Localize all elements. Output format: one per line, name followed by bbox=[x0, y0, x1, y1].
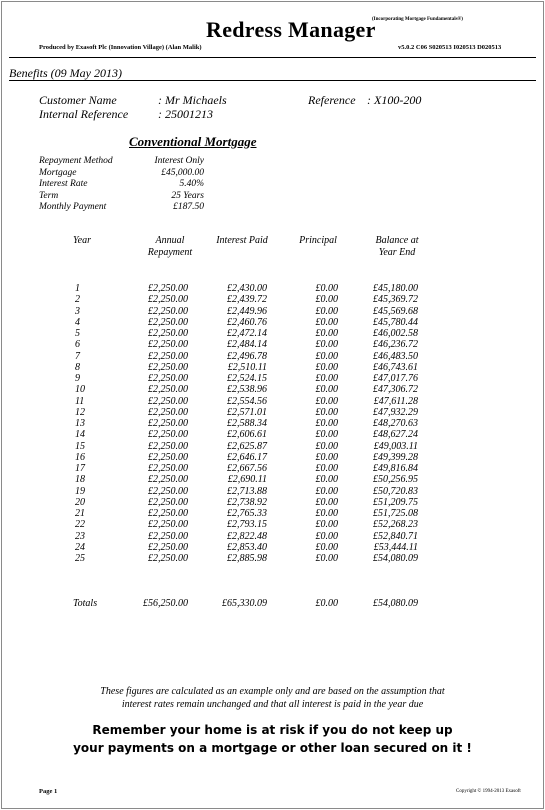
cell-balance: £52,268.23 bbox=[373, 519, 418, 531]
cell-interest-paid: £2,667.56 bbox=[227, 463, 267, 474]
cell-year: 11 bbox=[75, 395, 85, 407]
cell-principal: £0.00 bbox=[315, 361, 338, 373]
cell-year: 8 bbox=[75, 361, 80, 373]
cell-interest-paid: £2,690.11 bbox=[227, 474, 267, 486]
cell-year: 12 bbox=[75, 406, 85, 418]
cell-annual-repayment: £2,250.00 bbox=[148, 451, 188, 463]
col-header-year: Year bbox=[73, 235, 91, 246]
cell-annual-repayment: £2,250.00 bbox=[148, 373, 188, 384]
cell-year: 20 bbox=[75, 496, 85, 508]
cell-annual-repayment: £2,250.00 bbox=[148, 440, 188, 452]
cell-annual-repayment: £2,250.00 bbox=[148, 541, 188, 553]
cell-year: 7 bbox=[75, 350, 80, 362]
cell-balance: £46,002.58 bbox=[373, 328, 418, 339]
cell-year: 16 bbox=[75, 451, 85, 463]
section-divider bbox=[9, 80, 536, 81]
cell-annual-repayment: £2,250.00 bbox=[148, 553, 188, 564]
page-number: Page 1 bbox=[39, 788, 58, 795]
cell-principal: £0.00 bbox=[315, 541, 338, 553]
cell-principal: £0.00 bbox=[315, 530, 338, 542]
mortgage-detail-value: 5.40% bbox=[179, 179, 204, 189]
cell-principal: £0.00 bbox=[315, 485, 338, 497]
cell-interest-paid: £2,606.61 bbox=[227, 429, 267, 441]
cell-year: 13 bbox=[75, 418, 85, 429]
cell-principal: £0.00 bbox=[315, 305, 338, 317]
mortgage-detail-label: Interest Rate bbox=[39, 179, 88, 189]
cell-interest-paid: £2,713.88 bbox=[227, 485, 267, 497]
cell-annual-repayment: £2,250.00 bbox=[148, 316, 188, 328]
cell-balance: £45,369.72 bbox=[373, 294, 418, 306]
cell-balance: £51,725.08 bbox=[373, 508, 418, 519]
cell-annual-repayment: £2,250.00 bbox=[148, 496, 188, 508]
cell-year: 1 bbox=[75, 283, 80, 294]
totals-cell-annual-repayment: £56,250.00 bbox=[143, 598, 188, 609]
cell-balance: £46,236.72 bbox=[373, 339, 418, 351]
cell-principal: £0.00 bbox=[315, 328, 338, 339]
cell-principal: £0.00 bbox=[315, 496, 338, 508]
cell-balance: £47,932.29 bbox=[373, 406, 418, 418]
cell-annual-repayment: £2,250.00 bbox=[148, 283, 188, 294]
cell-year: 18 bbox=[75, 474, 85, 486]
cell-balance: £49,816.84 bbox=[373, 463, 418, 474]
cell-interest-paid: £2,460.76 bbox=[227, 316, 267, 328]
cell-balance: £47,017.76 bbox=[373, 373, 418, 384]
cell-principal: £0.00 bbox=[315, 283, 338, 294]
header-divider bbox=[9, 57, 536, 58]
cell-year: 15 bbox=[75, 440, 85, 452]
mortgage-detail-value: £187.50 bbox=[173, 202, 204, 212]
cell-principal: £0.00 bbox=[315, 350, 338, 362]
cell-interest-paid: £2,853.40 bbox=[227, 541, 267, 553]
cell-year: 17 bbox=[75, 463, 85, 474]
cell-interest-paid: £2,430.00 bbox=[227, 283, 267, 294]
mortgage-detail-label: Term bbox=[39, 190, 59, 201]
page-title: Redress Manager bbox=[206, 17, 376, 42]
cell-annual-repayment: £2,250.00 bbox=[148, 485, 188, 497]
cell-balance: £45,780.44 bbox=[373, 316, 418, 328]
cell-principal: £0.00 bbox=[315, 406, 338, 418]
cell-annual-repayment: £2,250.00 bbox=[148, 305, 188, 317]
cell-interest-paid: £2,765.33 bbox=[227, 508, 267, 519]
totals-cell-interest-paid: £65,330.09 bbox=[222, 598, 267, 609]
internal-reference-label: Internal Reference bbox=[39, 107, 129, 121]
cell-principal: £0.00 bbox=[315, 384, 338, 396]
cell-annual-repayment: £2,250.00 bbox=[148, 474, 188, 486]
cell-year: 4 bbox=[75, 316, 80, 328]
cell-year: 10 bbox=[75, 384, 85, 396]
cell-interest-paid: £2,571.01 bbox=[227, 406, 267, 418]
cell-interest-paid: £2,496.78 bbox=[227, 350, 267, 362]
cell-year: 3 bbox=[75, 305, 80, 317]
mortgage-detail-label: Repayment Method bbox=[39, 156, 113, 166]
cell-balance: £46,483.50 bbox=[373, 350, 418, 362]
warning-line-1: Remember your home is at risk if you do not keep up bbox=[92, 723, 453, 737]
copyright-text: Copyright © 1994-2013 Exasoft bbox=[456, 789, 521, 794]
cell-interest-paid: £2,538.96 bbox=[227, 384, 267, 396]
cell-annual-repayment: £2,250.00 bbox=[148, 519, 188, 531]
cell-annual-repayment: £2,250.00 bbox=[148, 463, 188, 474]
cell-year: 14 bbox=[75, 429, 85, 441]
cell-balance: £46,743.61 bbox=[373, 361, 418, 373]
cell-principal: £0.00 bbox=[315, 451, 338, 463]
cell-annual-repayment: £2,250.00 bbox=[148, 395, 188, 407]
cell-principal: £0.00 bbox=[315, 474, 338, 486]
totals-cell-balance: £54,080.09 bbox=[373, 598, 418, 609]
cell-balance: £50,256.95 bbox=[373, 474, 418, 486]
cell-balance: £49,399.28 bbox=[373, 451, 418, 463]
cell-annual-repayment: £2,250.00 bbox=[148, 328, 188, 339]
cell-principal: £0.00 bbox=[315, 553, 338, 564]
cell-interest-paid: £2,524.15 bbox=[227, 373, 267, 384]
cell-interest-paid: £2,510.11 bbox=[227, 361, 267, 373]
cell-principal: £0.00 bbox=[315, 339, 338, 351]
cell-balance: £47,306.72 bbox=[373, 384, 418, 396]
note-line-1: These figures are calculated as an example only and are based on the assumption that bbox=[100, 686, 445, 697]
cell-principal: £0.00 bbox=[315, 418, 338, 429]
cell-balance: £45,569.68 bbox=[373, 305, 418, 317]
cell-balance: £48,270.63 bbox=[373, 418, 418, 429]
note-line-2: interest rates remain unchanged and that all interest is paid in the year due bbox=[121, 699, 424, 710]
cell-interest-paid: £2,885.98 bbox=[227, 553, 267, 564]
cell-annual-repayment: £2,250.00 bbox=[148, 350, 188, 362]
cell-annual-repayment: £2,250.00 bbox=[148, 530, 188, 542]
mortgage-detail-value: 25 Years bbox=[171, 190, 204, 201]
cell-balance: £50,720.83 bbox=[373, 485, 418, 497]
cell-balance: £49,003.11 bbox=[373, 440, 418, 452]
cell-principal: £0.00 bbox=[315, 463, 338, 474]
cell-annual-repayment: £2,250.00 bbox=[148, 429, 188, 441]
cell-principal: £0.00 bbox=[315, 519, 338, 531]
reference-label: Reference bbox=[308, 93, 356, 107]
col-header-interest-paid: Interest Paid bbox=[216, 235, 268, 246]
cell-principal: £0.00 bbox=[315, 316, 338, 328]
col-header-annual-repayment bbox=[135, 235, 205, 259]
cell-principal: £0.00 bbox=[315, 508, 338, 519]
cell-year: 24 bbox=[75, 541, 85, 553]
cell-interest-paid: £2,793.15 bbox=[227, 519, 267, 531]
cell-interest-paid: £2,588.34 bbox=[227, 418, 267, 429]
cell-year: 21 bbox=[75, 508, 85, 519]
cell-interest-paid: £2,738.92 bbox=[227, 496, 267, 508]
cell-year: 5 bbox=[75, 328, 80, 339]
cell-principal: £0.00 bbox=[315, 373, 338, 384]
producer-text: Produced by Exasoft Plc (Innovation Village) (Alan Malik) bbox=[39, 44, 202, 51]
cell-balance: £54,080.09 bbox=[373, 553, 418, 564]
cell-interest-paid: £2,439.72 bbox=[227, 294, 267, 306]
mortgage-heading: Conventional Mortgage bbox=[129, 134, 257, 149]
cell-balance: £53,444.11 bbox=[373, 541, 418, 553]
page-subtitle: (Incorporating Mortgage Fundamentals®) bbox=[372, 17, 463, 22]
cell-principal: £0.00 bbox=[315, 429, 338, 441]
cell-year: 9 bbox=[75, 373, 80, 384]
cell-annual-repayment: £2,250.00 bbox=[148, 361, 188, 373]
totals-cell-principal: £0.00 bbox=[315, 598, 338, 609]
mortgage-detail-value: Interest Only bbox=[154, 156, 204, 166]
cell-balance: £47,611.28 bbox=[373, 395, 418, 407]
col-header-principal: Principal bbox=[299, 235, 337, 246]
cell-year: 23 bbox=[75, 530, 85, 542]
cell-interest-paid: £2,554.56 bbox=[227, 395, 267, 407]
cell-balance: £52,840.71 bbox=[373, 530, 418, 542]
cell-interest-paid: £2,646.17 bbox=[227, 451, 267, 463]
cell-principal: £0.00 bbox=[315, 440, 338, 452]
cell-year: 2 bbox=[75, 294, 80, 306]
col-header-balance-line1: Balance at bbox=[375, 235, 419, 246]
cell-interest-paid: £2,625.87 bbox=[227, 440, 267, 452]
cell-year: 25 bbox=[75, 553, 85, 564]
cell-interest-paid: £2,472.14 bbox=[227, 328, 267, 339]
reference-value: : X100-200 bbox=[367, 93, 422, 107]
cell-annual-repayment: £2,250.00 bbox=[148, 406, 188, 418]
version-text: v5.0.2 C06 S020513 I020513 D020513 bbox=[398, 44, 502, 51]
cell-year: 22 bbox=[75, 519, 85, 531]
col-header-annual-line2: Repayment bbox=[147, 247, 193, 258]
cell-balance: £51,209.75 bbox=[373, 496, 418, 508]
customer-name-label: Customer Name bbox=[39, 93, 117, 107]
cell-annual-repayment: £2,250.00 bbox=[148, 339, 188, 351]
col-header-balance bbox=[362, 235, 432, 259]
mortgage-detail-value: £45,000.00 bbox=[161, 167, 204, 178]
mortgage-detail-label: Monthly Payment bbox=[39, 202, 107, 212]
cell-interest-paid: £2,449.96 bbox=[227, 305, 267, 317]
cell-principal: £0.00 bbox=[315, 395, 338, 407]
cell-annual-repayment: £2,250.00 bbox=[148, 508, 188, 519]
internal-reference-value: : 25001213 bbox=[158, 107, 213, 121]
cell-annual-repayment: £2,250.00 bbox=[148, 384, 188, 396]
col-header-annual-line1: Annual bbox=[155, 235, 185, 246]
cell-year: 6 bbox=[75, 339, 80, 351]
section-title: Benefits (09 May 2013) bbox=[9, 66, 122, 80]
col-header-balance-line2: Year End bbox=[378, 247, 416, 258]
cell-year: 19 bbox=[75, 485, 85, 497]
warning-line-2: your payments on a mortgage or other loan secured on it ! bbox=[73, 741, 472, 755]
cell-annual-repayment: £2,250.00 bbox=[148, 294, 188, 306]
customer-name-value: : Mr Michaels bbox=[158, 93, 227, 107]
cell-principal: £0.00 bbox=[315, 294, 338, 306]
mortgage-detail-label: Mortgage bbox=[39, 167, 77, 178]
cell-interest-paid: £2,484.14 bbox=[227, 339, 267, 351]
cell-balance: £45,180.00 bbox=[373, 283, 418, 294]
cell-interest-paid: £2,822.48 bbox=[227, 530, 267, 542]
cell-annual-repayment: £2,250.00 bbox=[148, 418, 188, 429]
totals-label: Totals bbox=[73, 598, 98, 609]
cell-balance: £48,627.24 bbox=[373, 429, 418, 441]
